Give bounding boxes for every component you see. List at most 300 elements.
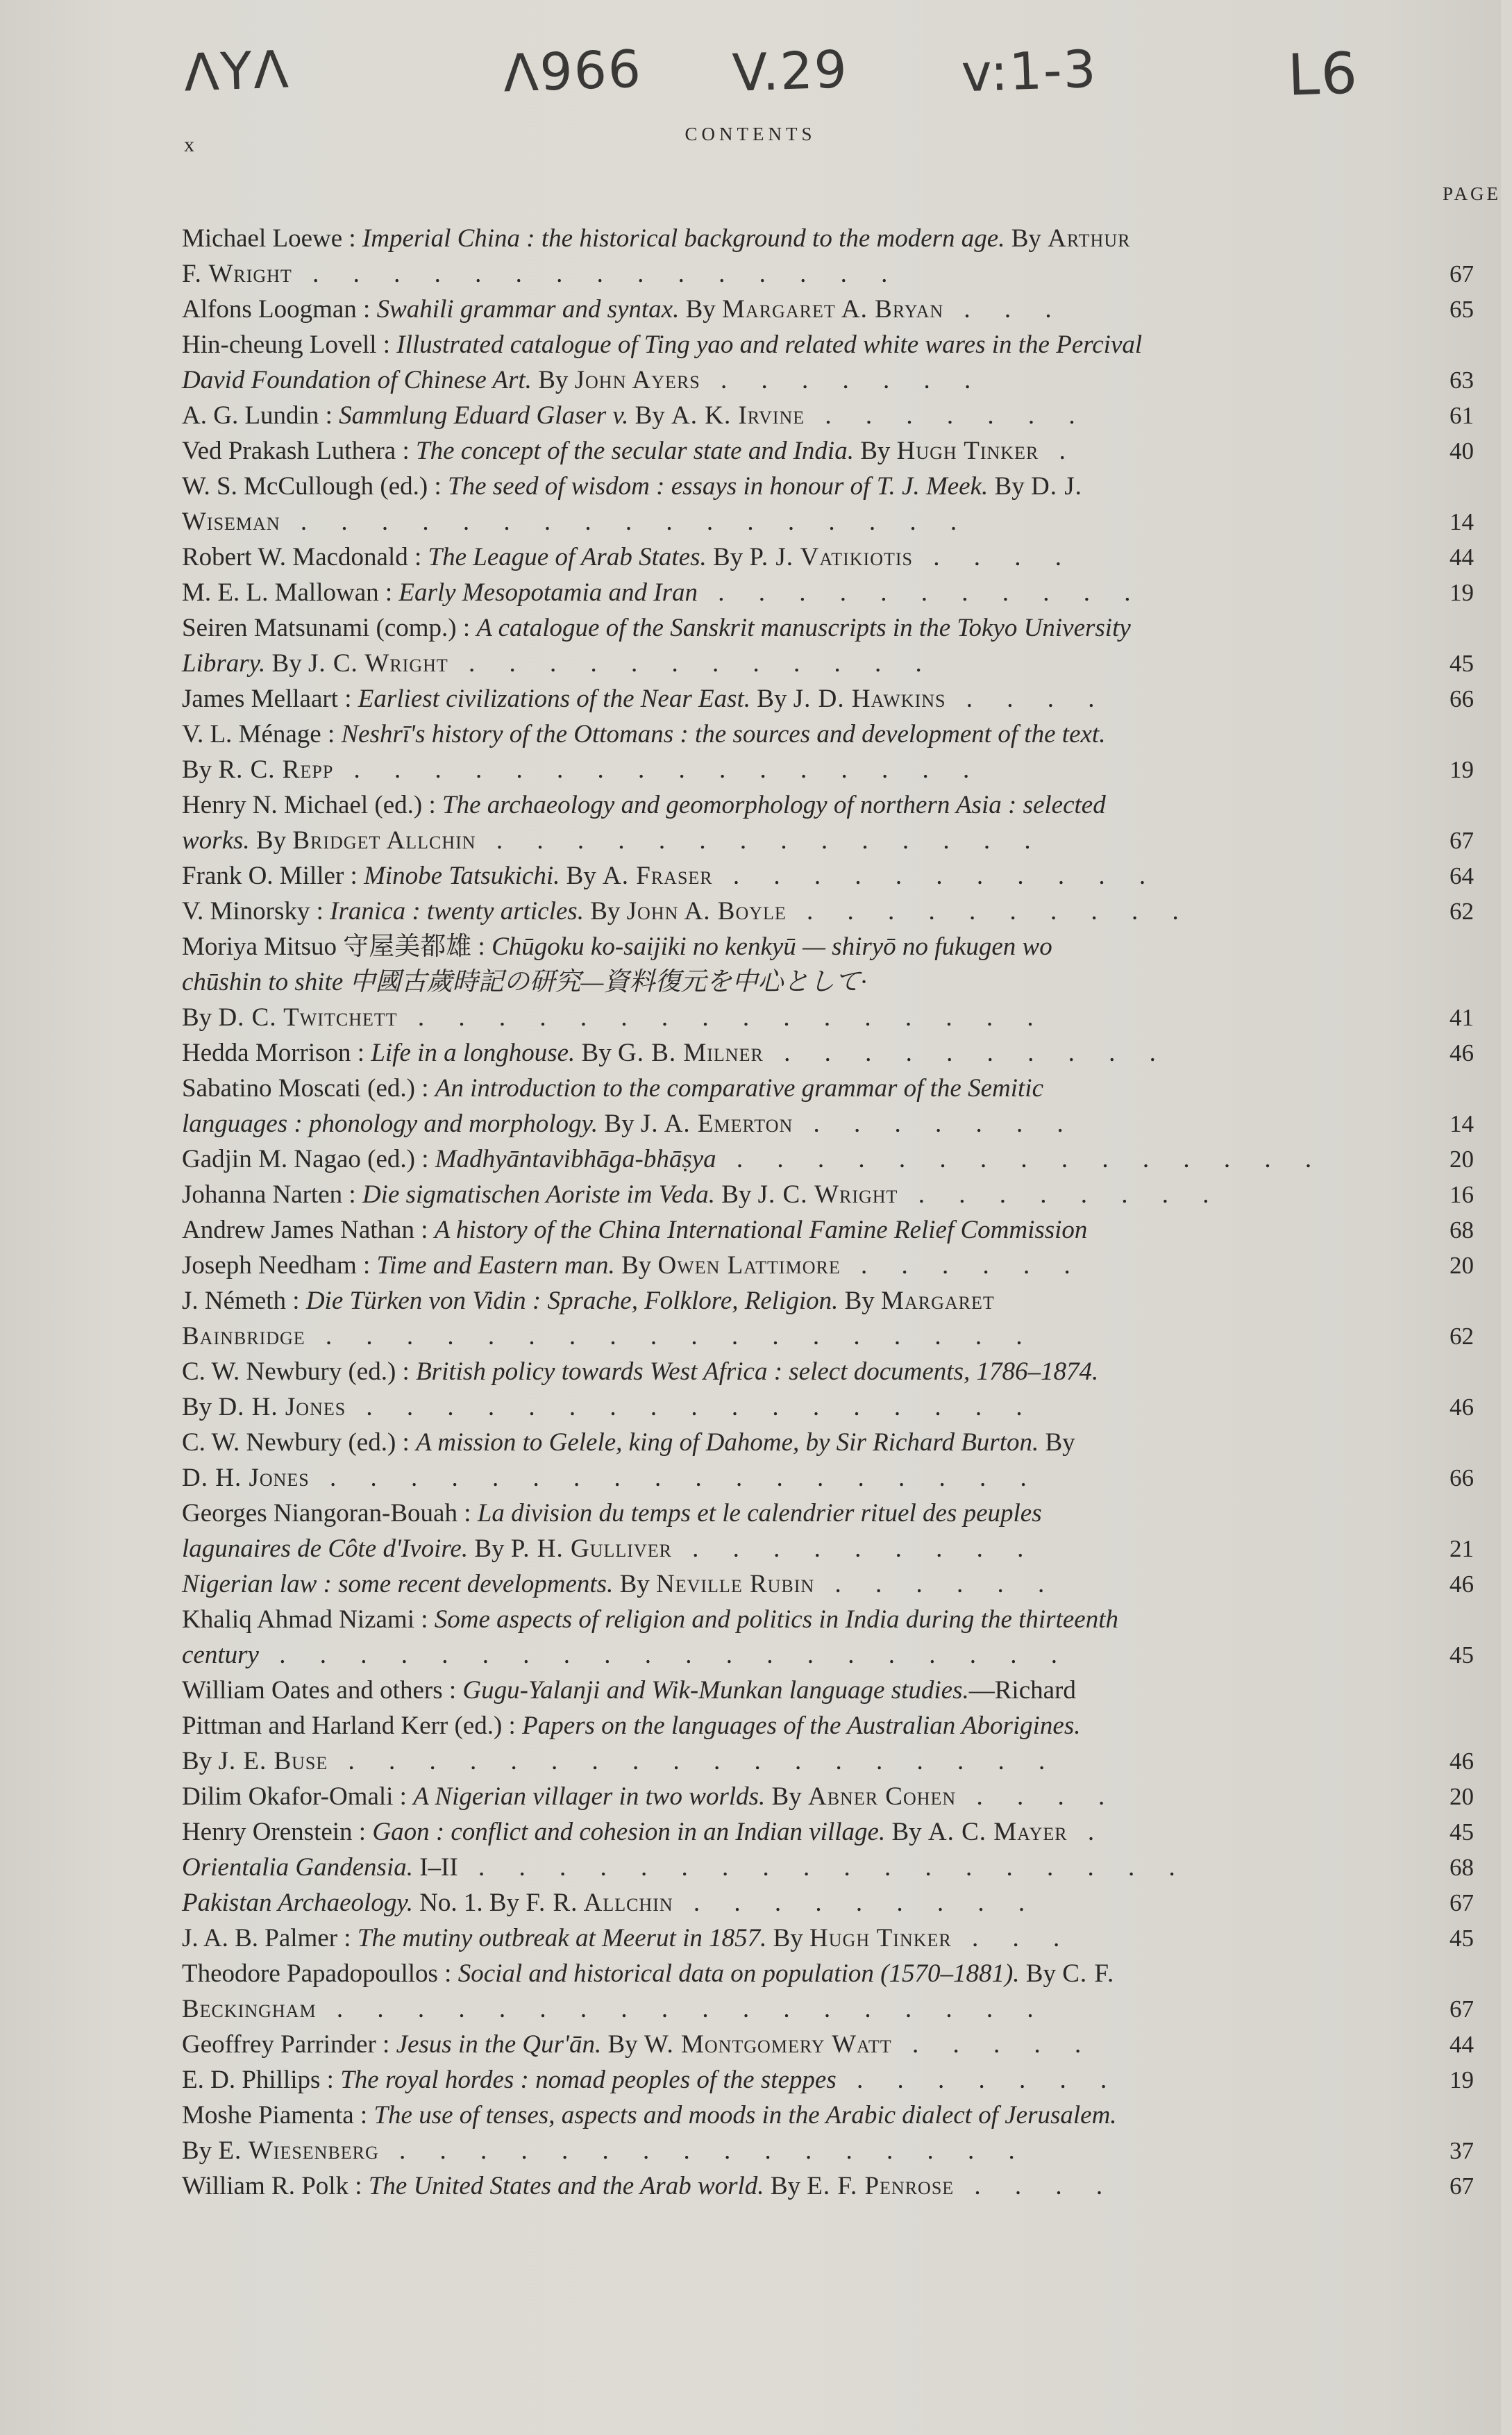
entry-line xyxy=(182,1106,1376,1141)
entry-line xyxy=(182,1673,1376,1708)
entry-line xyxy=(182,539,1376,575)
entry-leader-dots: . . . . . . . . . . . . . . . . . . xyxy=(328,1747,1059,1775)
entry-line xyxy=(182,2027,1376,2062)
entry-line xyxy=(182,2062,1376,2098)
entry-page-number: 19 xyxy=(1450,756,1474,783)
entry-reviewer: J. D. Hawkins xyxy=(793,685,946,713)
entry-leader-dots: . . . . . . . . . . . . . . . . . . xyxy=(457,1853,1189,1882)
entry-page-number: 40 xyxy=(1450,437,1474,465)
entry-line xyxy=(182,1956,1376,1991)
entry-author: M. E. L. Mallowan : xyxy=(182,578,399,607)
entry-line xyxy=(182,1177,1376,1212)
entry-reviewer: Hugh Tinker xyxy=(896,437,1039,465)
entry-page-number: 62 xyxy=(1450,898,1474,925)
entry-reviewer: R. C. Repp xyxy=(218,755,334,784)
entry-line xyxy=(182,2098,1376,2133)
entry-page-number: 46 xyxy=(1450,1394,1474,1421)
handwritten-note: v:1-3 xyxy=(960,39,1098,104)
entry-title: Neshrī's history of the Ottomans : the sources and development of the text. xyxy=(341,720,1106,748)
entry-by: By xyxy=(764,2172,807,2200)
entry-author: W. S. McCullough (ed.) : xyxy=(182,472,448,501)
entry-page-number: 68 xyxy=(1450,1854,1474,1881)
entry-by: By xyxy=(583,897,627,926)
entry-line xyxy=(182,1814,1376,1850)
entry-title: A history of the China International Famine Relief Commission xyxy=(434,1216,1088,1244)
entry-author: Hedda Morrison : xyxy=(182,1039,371,1067)
entry-by: By xyxy=(182,1003,219,1032)
entry-line xyxy=(182,681,1376,717)
entry-reviewer: F. R. Allchin xyxy=(526,1889,673,1917)
entry-title: Die Türken von Vidin : Sprache, Folklore, Religion. xyxy=(305,1287,839,1315)
entry-reviewer: C. F. xyxy=(1062,1959,1115,1988)
entry-author: William Oates and others : xyxy=(182,1676,463,1705)
entry-title: Madhyāntavibhāga-bhāṣya xyxy=(435,1145,716,1173)
contents-entry xyxy=(182,787,1474,858)
entry-page-number: 65 xyxy=(1450,296,1474,323)
entry-reviewer: G. B. Milner xyxy=(617,1039,764,1067)
entry-page-number: 61 xyxy=(1450,402,1474,429)
entry-reviewer: Owen Lattimore xyxy=(657,1251,841,1280)
entry-line xyxy=(182,433,1376,469)
contents-entry xyxy=(182,1212,1474,1248)
contents-entry xyxy=(182,1177,1474,1212)
entry-leader-dots: . . . . . . . . . . . . . . . . . xyxy=(346,1393,1036,1421)
entry-title: Time and Eastern man. xyxy=(376,1251,615,1280)
handwritten-note: Λ966 xyxy=(502,39,644,104)
entry-by: By xyxy=(182,1393,219,1421)
entry-by: By xyxy=(601,2030,644,2059)
entry-page-number: 62 xyxy=(1450,1323,1474,1350)
entry-page-number: 67 xyxy=(1450,1889,1474,1916)
entry-author: Sabatino Moscati (ed.) : xyxy=(182,1074,435,1103)
entry-reviewer: John Ayers xyxy=(574,366,700,394)
entry-by: By xyxy=(182,2136,219,2165)
contents-entry xyxy=(182,2062,1474,2098)
entry-page-number: 67 xyxy=(1450,2173,1474,2200)
contents-entry xyxy=(182,469,1474,539)
contents-entry xyxy=(182,221,1474,292)
entry-author: Frank O. Miller : xyxy=(182,862,364,890)
entry-reviewer: Neville Rubin xyxy=(656,1570,815,1598)
page-column-label: PAGE xyxy=(1442,183,1501,204)
entry-author: Moriya Mitsuo 守屋美都雄 : xyxy=(182,932,492,961)
entry-title: A catalogue of the Sanskrit manuscripts in the Tokyo University xyxy=(476,614,1131,642)
entry-title: Chūgoku ko-saijiki no kenkyū — shiryō no fukugen wo xyxy=(492,932,1052,961)
entry-author: Henry N. Michael (ed.) : xyxy=(182,791,443,819)
entry-reviewer: Wiseman xyxy=(182,508,280,536)
entry-title: David Foundation of Chinese Art. xyxy=(182,366,532,394)
entry-reviewer: A. C. Mayer xyxy=(927,1818,1068,1846)
entry-title: Social and historical data on population (1570–1881). xyxy=(457,1959,1020,1988)
entry-leader-dots: . . . . . . . . . . . . . . . . . xyxy=(280,508,971,536)
entry-page-number: 67 xyxy=(1450,827,1474,854)
entry-by: By xyxy=(249,826,293,855)
entry-by: By xyxy=(531,366,575,394)
entry-line xyxy=(182,858,1376,894)
entry-leader-dots: . . . . . . . . xyxy=(898,1180,1223,1209)
contents-entry xyxy=(182,292,1474,327)
entry-author: C. W. Newbury (ed.) : xyxy=(182,1357,417,1386)
entry-leader-dots: . . . . . . . xyxy=(700,366,985,394)
contents-entry xyxy=(182,1071,1474,1141)
entry-title: The archaeology and geomorphology of northern Asia : selected xyxy=(442,791,1106,819)
entry-leader-dots: . . . . . . . . . . . . xyxy=(448,649,936,678)
entry-title: Iranica : twenty articles. xyxy=(330,897,584,926)
contents-entry xyxy=(182,575,1474,610)
contents-entry xyxy=(182,1141,1474,1177)
entry-line xyxy=(182,1850,1376,1885)
entry-line xyxy=(182,1071,1376,1106)
entry-line xyxy=(182,1921,1376,1956)
entry-line xyxy=(182,1885,1376,1921)
contents-entry xyxy=(182,327,1474,398)
entry-line xyxy=(182,256,1376,292)
entry-title: Illustrated catalogue of Ting yao and related white wares in the Percival xyxy=(396,330,1143,359)
entry-leader-dots: . xyxy=(1039,437,1080,465)
contents-entry xyxy=(182,2168,1474,2204)
entry-author: Ved Prakash Luthera : xyxy=(182,437,417,465)
entry-page-number: 45 xyxy=(1450,1641,1474,1668)
entry-line xyxy=(182,1460,1376,1496)
entry-reviewer: J. C. Wright xyxy=(308,649,448,678)
entry-line xyxy=(182,929,1376,964)
entry-line xyxy=(182,1425,1376,1460)
entry-by: By xyxy=(679,295,723,324)
entry-reviewer: Abner Cohen xyxy=(807,1782,957,1811)
entry-author: Andrew James Nathan : xyxy=(182,1216,435,1244)
entry-author: Robert W. Macdonald : xyxy=(182,543,428,571)
entry-title: chūshin to shite 中國古歲時記の研究—資料復元を中心として· xyxy=(182,968,867,996)
contents-entry xyxy=(182,717,1474,787)
entry-title: Early Mesopotamia and Iran xyxy=(398,578,698,607)
entry-title: Gaon : conflict and cohesion in an Indian village. xyxy=(372,1818,886,1846)
entry-page-number: 45 xyxy=(1450,650,1474,677)
entry-page-number: 44 xyxy=(1450,544,1474,571)
entry-page-number: 64 xyxy=(1450,862,1474,889)
entry-page-number: 63 xyxy=(1450,367,1474,394)
entry-line xyxy=(182,1319,1376,1354)
entry-by: By xyxy=(765,1782,808,1811)
entry-page-number: 67 xyxy=(1450,1995,1474,2023)
entry-title: Imperial China : the historical background to the modern age. xyxy=(362,224,1005,253)
entry-reviewer: P. H. Gulliver xyxy=(510,1534,672,1563)
handwritten-note: ΛΥΛ xyxy=(183,40,291,103)
entry-by: By xyxy=(613,1570,657,1598)
entry-by: By xyxy=(1005,224,1048,253)
entry-by: No. 1. By xyxy=(412,1889,526,1917)
entry-reviewer: D. H. Jones xyxy=(182,1464,310,1492)
entry-page-number: 46 xyxy=(1450,1039,1474,1066)
entry-title: lagunaires de Côte d'Ivoire. xyxy=(182,1534,469,1563)
contents-entry xyxy=(182,1566,1474,1602)
entry-title: The royal hordes : nomad peoples of the steppes xyxy=(340,2066,837,2094)
entry-author: Georges Niangoran-Bouah : xyxy=(182,1499,478,1528)
handwritten-annotations xyxy=(0,39,1501,125)
contents-entry xyxy=(182,539,1474,575)
entry-by: By xyxy=(182,755,219,784)
entry-reviewer: John A. Boyle xyxy=(626,897,787,926)
entry-by: By xyxy=(1019,1959,1063,1988)
entry-leader-dots: . . . . xyxy=(954,2172,1117,2200)
entry-leader-dots: . . . . . . . . . . xyxy=(786,897,1193,926)
entry-by: By xyxy=(838,1287,882,1315)
entry-leader-dots: . xyxy=(1067,1818,1109,1846)
entry-title: The mutiny outbreak at Meerut in 1857. xyxy=(357,1924,767,1952)
entry-by: By xyxy=(182,1747,219,1775)
entry-page-number: 20 xyxy=(1450,1252,1474,1279)
entry-by: By xyxy=(885,1818,928,1846)
entry-page-number: 66 xyxy=(1450,1464,1474,1491)
entry-by: By xyxy=(265,649,308,678)
contents-heading: CONTENTS xyxy=(684,124,816,144)
entry-title: century xyxy=(182,1641,259,1669)
entry-line xyxy=(182,2133,1376,2168)
entry-author: Moshe Piamenta : xyxy=(182,2101,374,2129)
contents-entry xyxy=(182,1425,1474,1496)
entry-line xyxy=(182,1354,1376,1389)
entry-page-number: 20 xyxy=(1450,1783,1474,1810)
entry-page-number: 46 xyxy=(1450,1748,1474,1775)
contents-entry xyxy=(182,929,1474,1035)
page-marker: x xyxy=(184,133,194,156)
entry-line xyxy=(182,362,1376,398)
entry-line xyxy=(182,752,1376,787)
entry-title: Pakistan Archaeology. xyxy=(182,1889,413,1917)
entry-reviewer: P. J. Vatikiotis xyxy=(749,543,913,571)
entry-by: By xyxy=(468,1534,511,1563)
entry-author: Michael Loewe : xyxy=(182,224,362,253)
contents-entry xyxy=(182,894,1474,929)
entry-reviewer: Margaret A. Bryan xyxy=(722,295,944,324)
entry-author: Pittman and Harland Kerr (ed.) : xyxy=(182,1712,523,1740)
contents-entry xyxy=(182,1921,1474,1956)
entry-by: By xyxy=(628,401,672,430)
entry-by: By xyxy=(766,1924,810,1952)
entry-title: An introduction to the comparative grammar of the Semitic xyxy=(435,1074,1044,1103)
entry-line xyxy=(182,575,1376,610)
entry-author: A. G. Lundin : xyxy=(182,401,339,430)
entry-reviewer: J. C. Wright xyxy=(757,1180,898,1209)
entry-title: works. xyxy=(182,826,250,855)
entry-line xyxy=(182,1779,1376,1814)
contents-entry xyxy=(182,1673,1474,1779)
handwritten-note: L6 xyxy=(1286,40,1360,109)
entry-title: The seed of wisdom : essays in honour of T. J. Meek. xyxy=(448,472,989,501)
entry-line xyxy=(182,469,1376,504)
entry-author: J. A. B. Palmer : xyxy=(182,1924,358,1952)
entry-title: languages : phonology and morphology. xyxy=(182,1110,598,1138)
entry-title: Library. xyxy=(182,649,266,678)
entry-line xyxy=(182,717,1376,752)
contents-entry xyxy=(182,433,1474,469)
contents-entry xyxy=(182,1248,1474,1283)
entry-leader-dots: . . . . . . . . . . . . . . . . xyxy=(333,755,984,784)
entry-page-number: 45 xyxy=(1450,1818,1474,1846)
entry-page-number: 14 xyxy=(1450,1110,1474,1137)
entry-leader-dots: . . . . . . . . . . . . . . . . . . xyxy=(305,1322,1036,1350)
entry-leader-dots: . . . . . . . . . . . xyxy=(698,578,1145,607)
entry-line xyxy=(182,1496,1376,1531)
entry-line xyxy=(182,1637,1376,1673)
entry-line xyxy=(182,1991,1376,2027)
entry-leader-dots: . . . . . . . xyxy=(805,401,1089,430)
entry-title: The use of tenses, aspects and moods in the Arabic dialect of Jerusalem. xyxy=(373,2101,1117,2129)
entry-reviewer: J. E. Buse xyxy=(218,1747,328,1775)
entry-page-number: 14 xyxy=(1450,508,1474,535)
entry-page-number: 20 xyxy=(1450,1146,1474,1173)
entry-page-number: 19 xyxy=(1450,579,1474,606)
contents-entry xyxy=(182,398,1474,433)
entry-page-number: 19 xyxy=(1450,2066,1474,2093)
contents-entry xyxy=(182,1779,1474,1814)
entry-author: Joseph Needham : xyxy=(182,1251,377,1280)
contents-entry xyxy=(182,858,1474,894)
entry-line xyxy=(182,1566,1376,1602)
contents-entry xyxy=(182,1885,1474,1921)
entry-leader-dots: . . . . . . . . . xyxy=(673,1889,1039,1917)
contents-entry xyxy=(182,610,1474,681)
entry-reviewer: Margaret xyxy=(881,1287,995,1315)
entry-author: James Mellaart : xyxy=(182,685,358,713)
entry-reviewer: Bridget Allchin xyxy=(292,826,476,855)
entry-title: Sammlung Eduard Glaser v. xyxy=(339,401,629,430)
entry-author: Geoffrey Parrinder : xyxy=(182,2030,396,2059)
entry-title: Die sigmatischen Aoriste im Veda. xyxy=(362,1180,715,1209)
entry-reviewer: E. F. Penrose xyxy=(807,2172,955,2200)
entry-reviewer: F. Wright xyxy=(182,260,292,288)
entry-reviewer: E. Wiesenberg xyxy=(218,2136,379,2165)
entry-author: Henry Orenstein : xyxy=(182,1818,373,1846)
entry-author: C. W. Newbury (ed.) : xyxy=(182,1428,417,1457)
entry-leader-dots: . . . . . . . xyxy=(836,2066,1121,2094)
entry-leader-dots: . . . . xyxy=(912,543,1075,571)
entry-reviewer: J. A. Emerton xyxy=(640,1110,793,1138)
entry-line xyxy=(182,221,1376,256)
entry-line xyxy=(182,1141,1376,1177)
entry-page-number: 21 xyxy=(1450,1535,1474,1562)
entry-page-number: 46 xyxy=(1450,1571,1474,1598)
entry-title: The concept of the secular state and India. xyxy=(416,437,854,465)
entry-line xyxy=(182,1389,1376,1425)
entry-title: Earliest civilizations of the Near East. xyxy=(358,685,751,713)
entry-author: William R. Polk : xyxy=(182,2172,369,2200)
entry-line xyxy=(182,610,1376,646)
entry-author: E. D. Phillips : xyxy=(182,2066,341,2094)
entry-author: V. L. Ménage : xyxy=(182,720,342,748)
contents-entry xyxy=(182,2098,1474,2168)
contents-entry xyxy=(182,1602,1474,1673)
entry-reviewer: D. H. Jones xyxy=(218,1393,346,1421)
entry-leader-dots: . . . . . . . xyxy=(793,1110,1077,1138)
entry-title: Life in a longhouse. xyxy=(371,1039,576,1067)
entry-title: The League of Arab States. xyxy=(428,543,707,571)
entry-line xyxy=(182,646,1376,681)
entry-leader-dots: . . . . . . . . . . . . . . . . . . xyxy=(309,1464,1041,1492)
entry-line xyxy=(182,964,1376,1000)
entry-leader-dots: . . . . . . . . . . . . . . . . . . xyxy=(316,1995,1048,2023)
contents-entry xyxy=(182,1283,1474,1354)
entry-leader-dots: . . . . . xyxy=(891,2030,1095,2059)
entry-author: V. Minorsky : xyxy=(182,897,330,926)
entry-by: I–II xyxy=(412,1853,458,1882)
contents-entry xyxy=(182,1814,1474,1850)
entry-reviewer: Bainbridge xyxy=(182,1322,305,1350)
entry-author: Hin-cheung Lovell : xyxy=(182,330,397,359)
entry-author: Johanna Narten : xyxy=(182,1180,362,1209)
entry-by: By xyxy=(1039,1428,1075,1457)
entry-reviewer: Arthur xyxy=(1048,224,1131,253)
entry-author: Theodore Papadopoullos : xyxy=(182,1959,458,1988)
contents-entry xyxy=(182,1956,1474,2027)
entry-leader-dots: . . . . . . . . . . . . . . xyxy=(476,826,1045,855)
entry-leader-dots: . . . . . . . . . . . . . . . xyxy=(716,1145,1326,1173)
entry-line xyxy=(182,1743,1376,1779)
entry-line xyxy=(182,398,1376,433)
entry-author: Khaliq Ahmad Nizami : xyxy=(182,1605,435,1634)
entry-page-number: 68 xyxy=(1450,1216,1474,1244)
entry-reviewer: W. Montgomery Watt xyxy=(644,2030,892,2059)
entry-by: By xyxy=(853,437,897,465)
entry-title: Swahili grammar and syntax. xyxy=(376,295,680,324)
entry-title: A Nigerian villager in two worlds. xyxy=(413,1782,766,1811)
entry-page-number: 37 xyxy=(1450,2137,1474,2164)
entry-by: By xyxy=(560,862,603,890)
entry-reviewer: D. J. xyxy=(1030,472,1082,501)
entry-line xyxy=(182,1212,1376,1248)
contents-entry xyxy=(182,681,1474,717)
entry-leader-dots: . . . xyxy=(951,1924,1074,1952)
entry-line xyxy=(182,504,1376,539)
entry-page-number: 67 xyxy=(1450,260,1474,287)
entry-leader-dots: . . . . . . . . . . . xyxy=(712,862,1160,890)
entry-line xyxy=(182,1283,1376,1319)
entry-leader-dots: . . . . . . . . . xyxy=(671,1534,1038,1563)
entry-line xyxy=(182,2168,1376,2204)
entry-reviewer: Beckingham xyxy=(182,1995,317,2023)
entry-by: By xyxy=(575,1039,618,1067)
entry-page-number: 66 xyxy=(1450,685,1474,712)
entry-leader-dots: . . . . . . . . . . . . . . . xyxy=(292,260,902,288)
entry-leader-dots: . . . . . . . . . . . . . . . . xyxy=(397,1003,1048,1032)
contents-list xyxy=(182,221,1474,2204)
entry-title: Minobe Tatsukichi. xyxy=(364,862,560,890)
entry-title: Some aspects of religion and politics in India during the thirteenth xyxy=(434,1605,1118,1634)
entry-by: By xyxy=(988,472,1031,501)
entry-line xyxy=(182,327,1376,362)
entry-line xyxy=(182,292,1376,327)
entry-reviewer: Hugh Tinker xyxy=(809,1924,952,1952)
entry-title: A mission to Gelele, king of Dahome, by Sir Richard Burton. xyxy=(416,1428,1039,1457)
entry-leader-dots: . . . xyxy=(943,295,1066,324)
entry-leader-dots: . . . . . . xyxy=(814,1570,1059,1598)
entry-leader-dots: . . . . xyxy=(946,685,1109,713)
entry-leader-dots: . . . . . . . . . . . . . . . . . . . . xyxy=(258,1641,1071,1669)
entry-title: Jesus in the Qur'ān. xyxy=(396,2030,602,2059)
entry-by: By xyxy=(598,1110,641,1138)
entry-by: By xyxy=(614,1251,658,1280)
entry-reviewer: A. Fraser xyxy=(603,862,713,890)
contents-entry xyxy=(182,1354,1474,1425)
entry-page-number: 41 xyxy=(1450,1004,1474,1031)
entry-leader-dots: . . . . . . . . . . xyxy=(763,1039,1170,1067)
entry-by: By xyxy=(750,685,793,713)
entry-line xyxy=(182,1602,1376,1637)
entry-line xyxy=(182,787,1376,823)
entry-title: La division du temps et le calendrier rituel des peuples xyxy=(477,1499,1042,1528)
entry-by: By xyxy=(706,543,750,571)
entry-line xyxy=(182,1000,1376,1035)
entry-reviewer: A. K. Irvine xyxy=(671,401,805,430)
